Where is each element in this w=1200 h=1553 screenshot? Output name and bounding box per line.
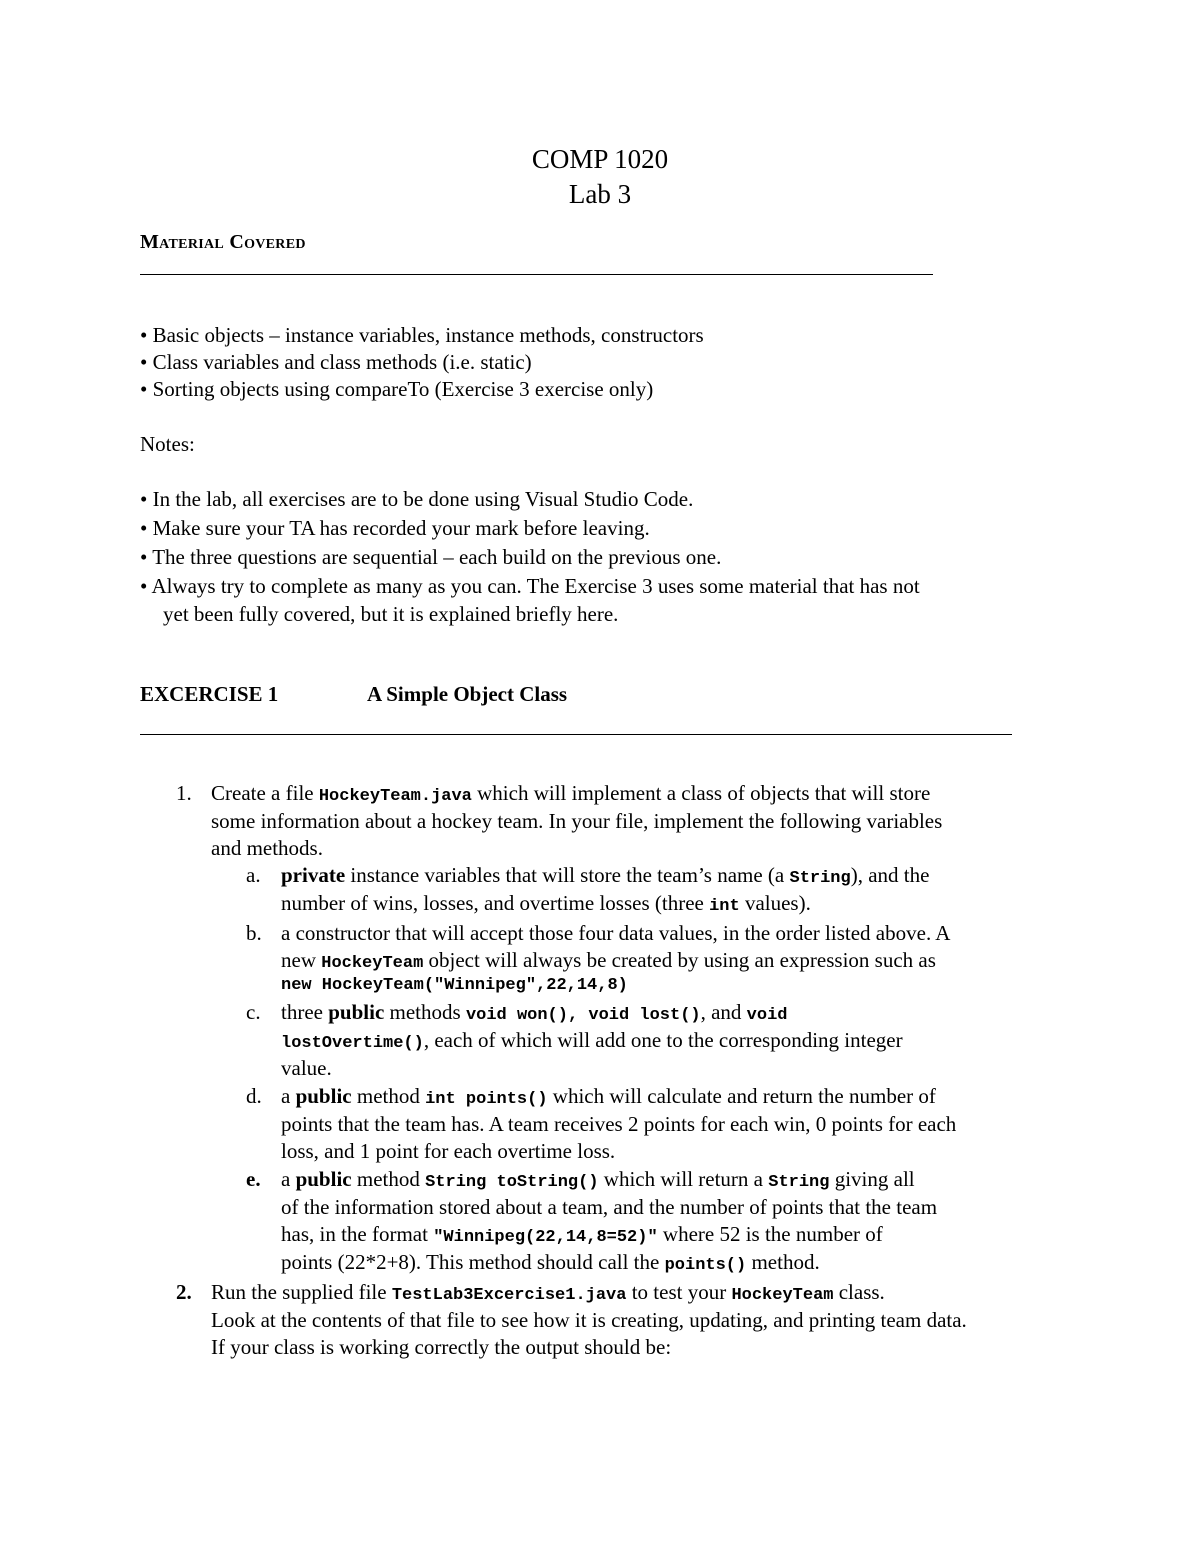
notes-heading: Notes: — [140, 432, 195, 456]
item-1-line-2: some information about a hockey team. In your file, implement the following variables — [211, 809, 943, 833]
item-1-line-1: Create a file HockeyTeam.java which will implement a class of objects that will store — [211, 781, 931, 806]
section-rule — [140, 274, 933, 275]
subitem-b-line-2: new HockeyTeam object will always be created by using an expression such as — [281, 948, 936, 973]
note-bullet-continued: yet been fully covered, but it is explained briefly here. — [163, 602, 619, 626]
subitem-c-line-3: value. — [281, 1056, 332, 1080]
item-2-line-2: Look at the contents of that file to see how it is creating, updating, and printing team data. — [211, 1308, 967, 1332]
subitem-a-line-1: private instance variables that will store the team’s name (a String), and the — [281, 863, 930, 888]
item-2-line-1: Run the supplied file TestLab3Excercise1.java to test your HockeyTeam class. — [211, 1280, 885, 1305]
subitem-letter: c. — [246, 1000, 261, 1024]
subitem-c-line-1: three public methods void won(), void lost(), and void — [281, 1000, 788, 1025]
subitem-letter: a. — [246, 863, 261, 887]
note-bullet: • In the lab, all exercises are to be done using Visual Studio Code. — [140, 487, 694, 511]
note-bullet: • Make sure your TA has recorded your mark before leaving. — [140, 516, 650, 540]
subitem-b-line-3: new HockeyTeam("Winnipeg",22,14,8) — [281, 976, 628, 995]
lab-title: Lab 3 — [568, 179, 632, 209]
material-bullet: • Basic objects – instance variables, instance methods, constructors — [140, 323, 704, 347]
item-1-line-3: and methods. — [211, 836, 323, 860]
subitem-e-line-2: of the information stored about a team, and the number of points that the team — [281, 1195, 938, 1219]
subitem-d-line-1: a public method int points() which will calculate and return the number of — [281, 1084, 936, 1109]
subitem-d-line-3: loss, and 1 point for each overtime loss. — [281, 1139, 616, 1163]
item-2-line-3: If your class is working correctly the output should be: — [211, 1335, 672, 1359]
subitem-d-line-2: points that the team has. A team receives 2 points for each win, 0 points for each — [281, 1112, 957, 1136]
subitem-e-line-3: has, in the format "Winnipeg(22,14,8=52)" where 52 is the number of — [281, 1222, 883, 1247]
course-title: COMP 1020 — [531, 144, 669, 174]
item-number: 2. — [176, 1280, 192, 1304]
subitem-letter: d. — [246, 1084, 262, 1108]
exercise-label: EXCERCISE 1 — [140, 682, 279, 706]
subitem-b-line-1: a constructor that will accept those four data values, in the order listed above. A — [281, 921, 951, 945]
material-bullet: • Sorting objects using compareTo (Exercise 3 exercise only) — [140, 377, 654, 401]
note-bullet: • Always try to complete as many as you can. The Exercise 3 uses some material that has not — [140, 574, 920, 598]
subitem-a-line-2: number of wins, losses, and overtime losses (three int values). — [281, 891, 811, 916]
item-number: 1. — [176, 781, 192, 805]
subitem-e-line-1: a public method String toString() which will return a String giving all — [281, 1167, 915, 1192]
section-rule — [140, 734, 1012, 735]
subitem-c-line-2: lostOvertime(), each of which will add one to the corresponding integer — [281, 1028, 903, 1053]
subitem-e-line-4: points (22*2+8). This method should call the points() method. — [281, 1250, 820, 1275]
material-heading: Material Covered — [140, 231, 306, 253]
note-bullet: • The three questions are sequential – each build on the previous one. — [140, 545, 722, 569]
subitem-letter: b. — [246, 921, 262, 945]
material-bullet: • Class variables and class methods (i.e. static) — [140, 350, 532, 374]
subitem-letter: e. — [246, 1167, 261, 1191]
exercise-title: A Simple Object Class — [367, 682, 568, 706]
